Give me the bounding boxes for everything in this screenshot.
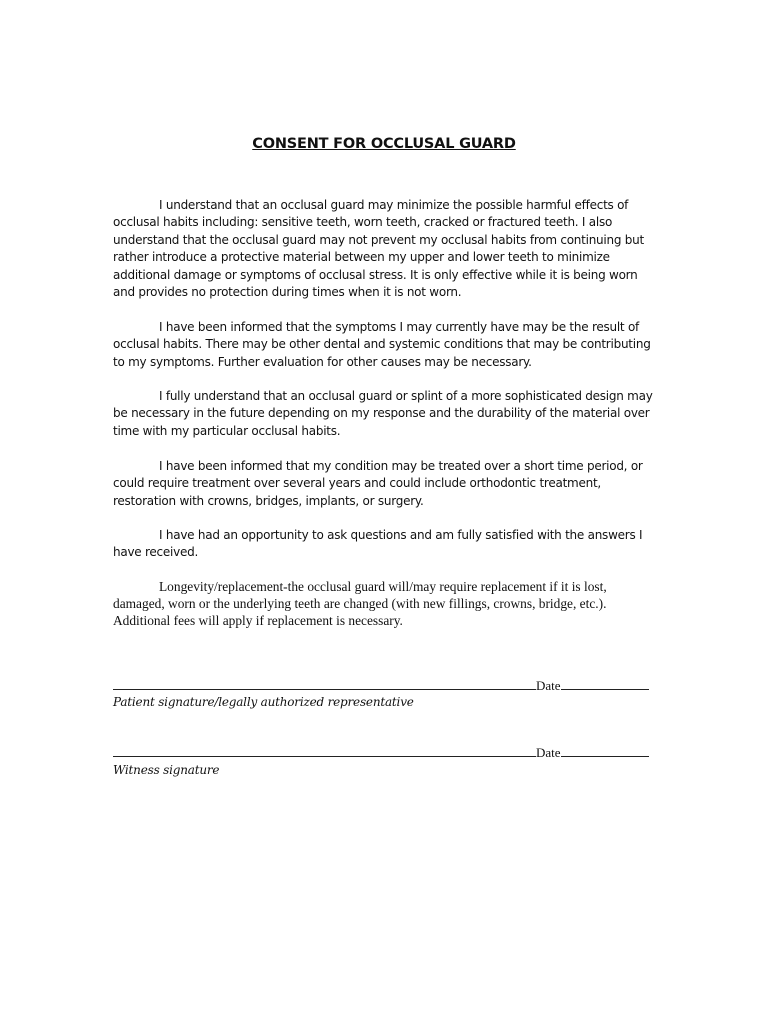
paragraph-future-design: I fully understand that an occlusal guard or splint of a more sophisticated design may be necessary in the future depending on my response and the durability of the material over time with my particular occlusal habits.: [113, 389, 653, 438]
patient-date-field[interactable]: [561, 677, 649, 690]
patient-signature-caption: Patient signature/legally authorized representative: [113, 695, 414, 709]
paragraph-occlusal-guard-purpose: I understand that an occlusal guard may minimize the possible harmful effects of occlusal habits including: sensitive teeth, worn teeth, cracked or fractured teeth. I also understand that the occlusal guard may not prevent my occlusal habits from continuing but rather introduce a protective material between my upper and lower teeth to minimize additional damage or symptoms of occlusal stress. It is only effective while it is being worn and provides no protection during times when it is not worn.: [113, 198, 644, 300]
patient-signature-line[interactable]: [113, 677, 658, 694]
patient-signature-field[interactable]: [113, 677, 536, 690]
paragraph-questions: I have had an opportunity to ask questions and am fully satisfied with the answers I have received.: [113, 528, 643, 560]
witness-signature-caption: Witness signature: [113, 763, 220, 777]
paragraph-symptoms: I have been informed that the symptoms I may currently have may be the result of occlusal habits. There may be other dental and systemic conditions that may be contributing to my symptoms. Further evaluation for other causes may be necessary.: [113, 320, 651, 369]
document-title: CONSENT FOR OCCLUSAL GUARD: [252, 136, 516, 152]
paragraph-longevity-replacement: Longevity/replacement-the occlusal guard will/may require replacement if it is lost, damaged, worn or the underlying teeth are changed (with new fillings, crowns, bridge, etc.). Additional fees will apply if replacement is necessary.: [113, 579, 607, 628]
witness-date-field[interactable]: [561, 744, 649, 757]
patient-date-label: Date: [536, 678, 561, 693]
witness-signature-line[interactable]: [113, 744, 658, 761]
paragraph-treatment-period: I have been informed that my condition may be treated over a short time period, or could require treatment over several years and could include orthodontic treatment, restoration with crowns, bridges, implants, or surgery.: [113, 459, 643, 508]
witness-date-label: Date: [536, 745, 561, 760]
witness-signature-field[interactable]: [113, 744, 536, 757]
